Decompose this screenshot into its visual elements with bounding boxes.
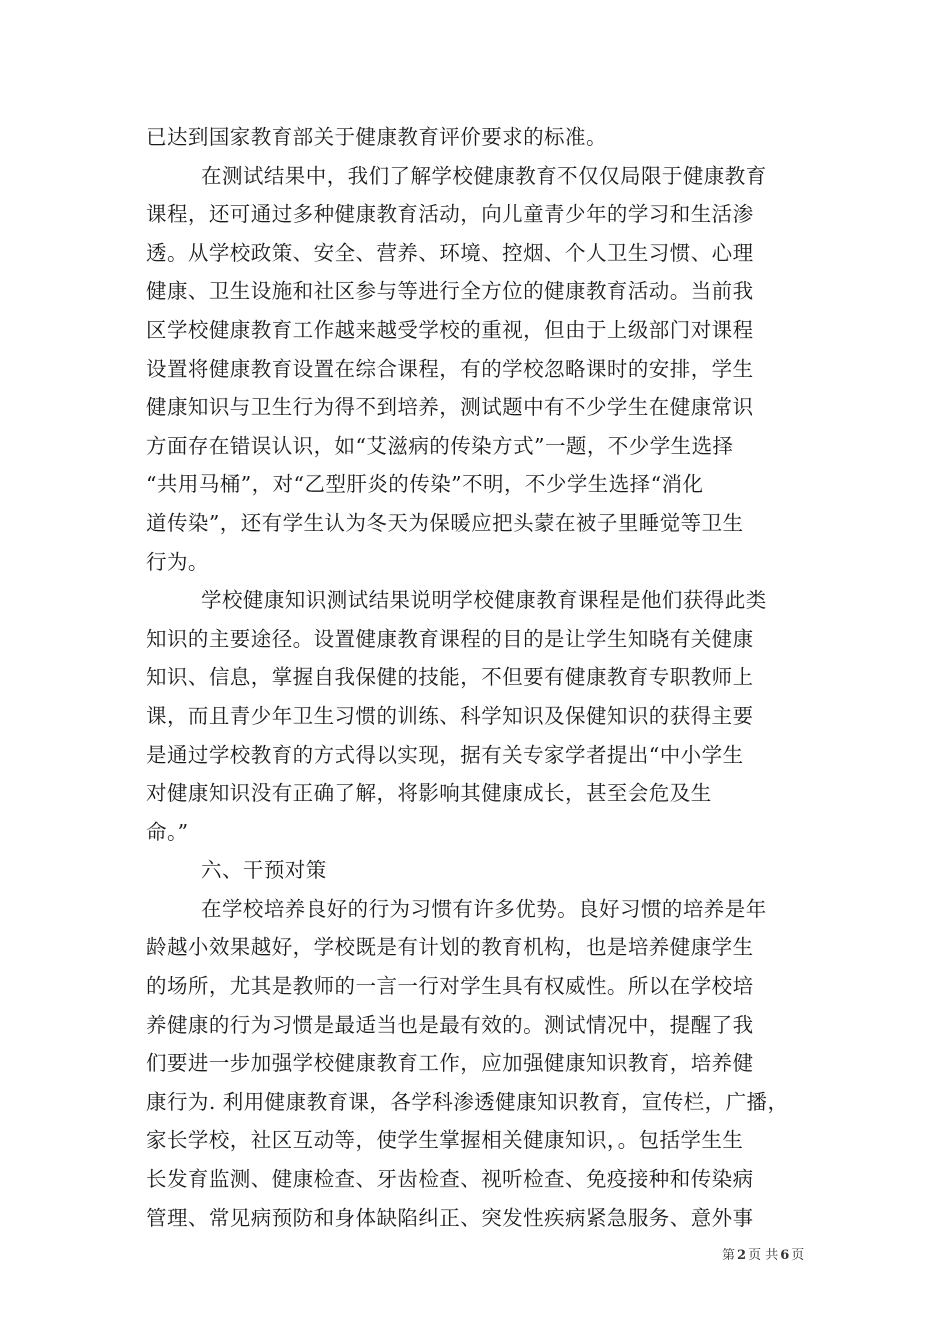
- text-line: “共用马桶”，对“乙型肝炎的传染”不明，不少学生选择“消化: [146, 472, 704, 497]
- text-line: 在测试结果中，我们了解学校健康教育不仅仅局限于健康教育: [201, 163, 767, 188]
- footer-middle: 页 共: [748, 1248, 779, 1263]
- text-line: 管理、常见病预防和身体缺陷纠正、突发性疾病紧急服务、意外事: [146, 1205, 754, 1230]
- text-line: 学校健康知识测试结果说明学校健康教育课程是他们获得此类: [201, 588, 767, 613]
- text-line: 命。”: [146, 819, 189, 844]
- text-line: 养健康的行为习惯是最适当也是最有效的。测试情况中，提醒了我: [146, 1012, 754, 1037]
- text-line: 健康知识与卫生行为得不到培养，测试题中有不少学生在健康常识: [146, 395, 754, 420]
- text-line: 设置将健康教育设置在综合课程，有的学校忽略课时的安排，学生: [146, 356, 754, 381]
- text-line: 健康、卫生设施和社区参与等进行全方位的健康教育活动。当前我: [146, 279, 754, 304]
- text-line: 方面存在错误认识，如“艾滋病的传染方式”一题，不少学生选择: [146, 433, 734, 458]
- page-footer: [722, 1244, 804, 1263]
- text-line: 行为。: [146, 549, 209, 574]
- text-line: 透。从学校政策、安全、营养、环境、控烟、个人卫生习惯、心理: [146, 240, 754, 265]
- text-line: 的场所，尤其是教师的一言一行对学生具有权威性。所以在学校培: [146, 974, 754, 999]
- text-line: 长发育监测、健康检查、牙齿检查、视听检查、免疫接种和传染病: [146, 1167, 754, 1192]
- text-line: 们要进一步加强学校健康教育工作，应加强健康知识教育，培养健: [146, 1051, 754, 1076]
- text-line: 区学校健康教育工作越来越受学校的重视，但由于上级部门对课程: [146, 317, 754, 342]
- text-line: 对健康知识没有正确了解，将影响其健康成长，甚至会危及生: [146, 781, 712, 806]
- text-line: 知识、信息，掌握自我保健的技能，不但要有健康教育专职教师上: [146, 665, 754, 690]
- body-text: [146, 118, 809, 1237]
- text-line: 家长学校，社区互动等，使学生掌握相关健康知识，。包括学生生: [146, 1128, 744, 1153]
- text-line: 在学校培养良好的行为习惯有许多优势。良好习惯的培养是年: [201, 896, 767, 921]
- text-line: 是通过学校教育的方式得以实现，据有关专家学者提出“中小学生: [146, 742, 744, 767]
- text-line: 康行为. 利用健康教育课，各学科渗透健康知识教育，宣传栏，广播，: [146, 1089, 789, 1114]
- text-line: 课程，还可通过多种健康教育活动，向儿童青少年的学习和生活渗: [146, 202, 754, 227]
- text-line: 六、干预对策: [201, 858, 327, 883]
- text-line: 龄越小效果越好，学校既是有计划的教育机构，也是培养健康学生: [146, 935, 754, 960]
- text-line: 知识的主要途径。设置健康教育课程的目的是让学生知晓有关健康: [146, 626, 754, 651]
- text-line: 道传染”，还有学生认为冬天为保暖应把头蒙在被子里睡觉等卫生: [146, 510, 744, 535]
- text-line: 已达到国家教育部关于健康教育评价要求的标准。: [146, 125, 607, 149]
- current-page-number: 2: [737, 1248, 747, 1263]
- total-page-number: 6: [780, 1248, 790, 1263]
- footer-prefix: 第: [722, 1248, 736, 1263]
- footer-suffix: 页: [791, 1248, 805, 1263]
- text-line: 课，而且青少年卫生习惯的训练、科学知识及保健知识的获得主要: [146, 703, 754, 728]
